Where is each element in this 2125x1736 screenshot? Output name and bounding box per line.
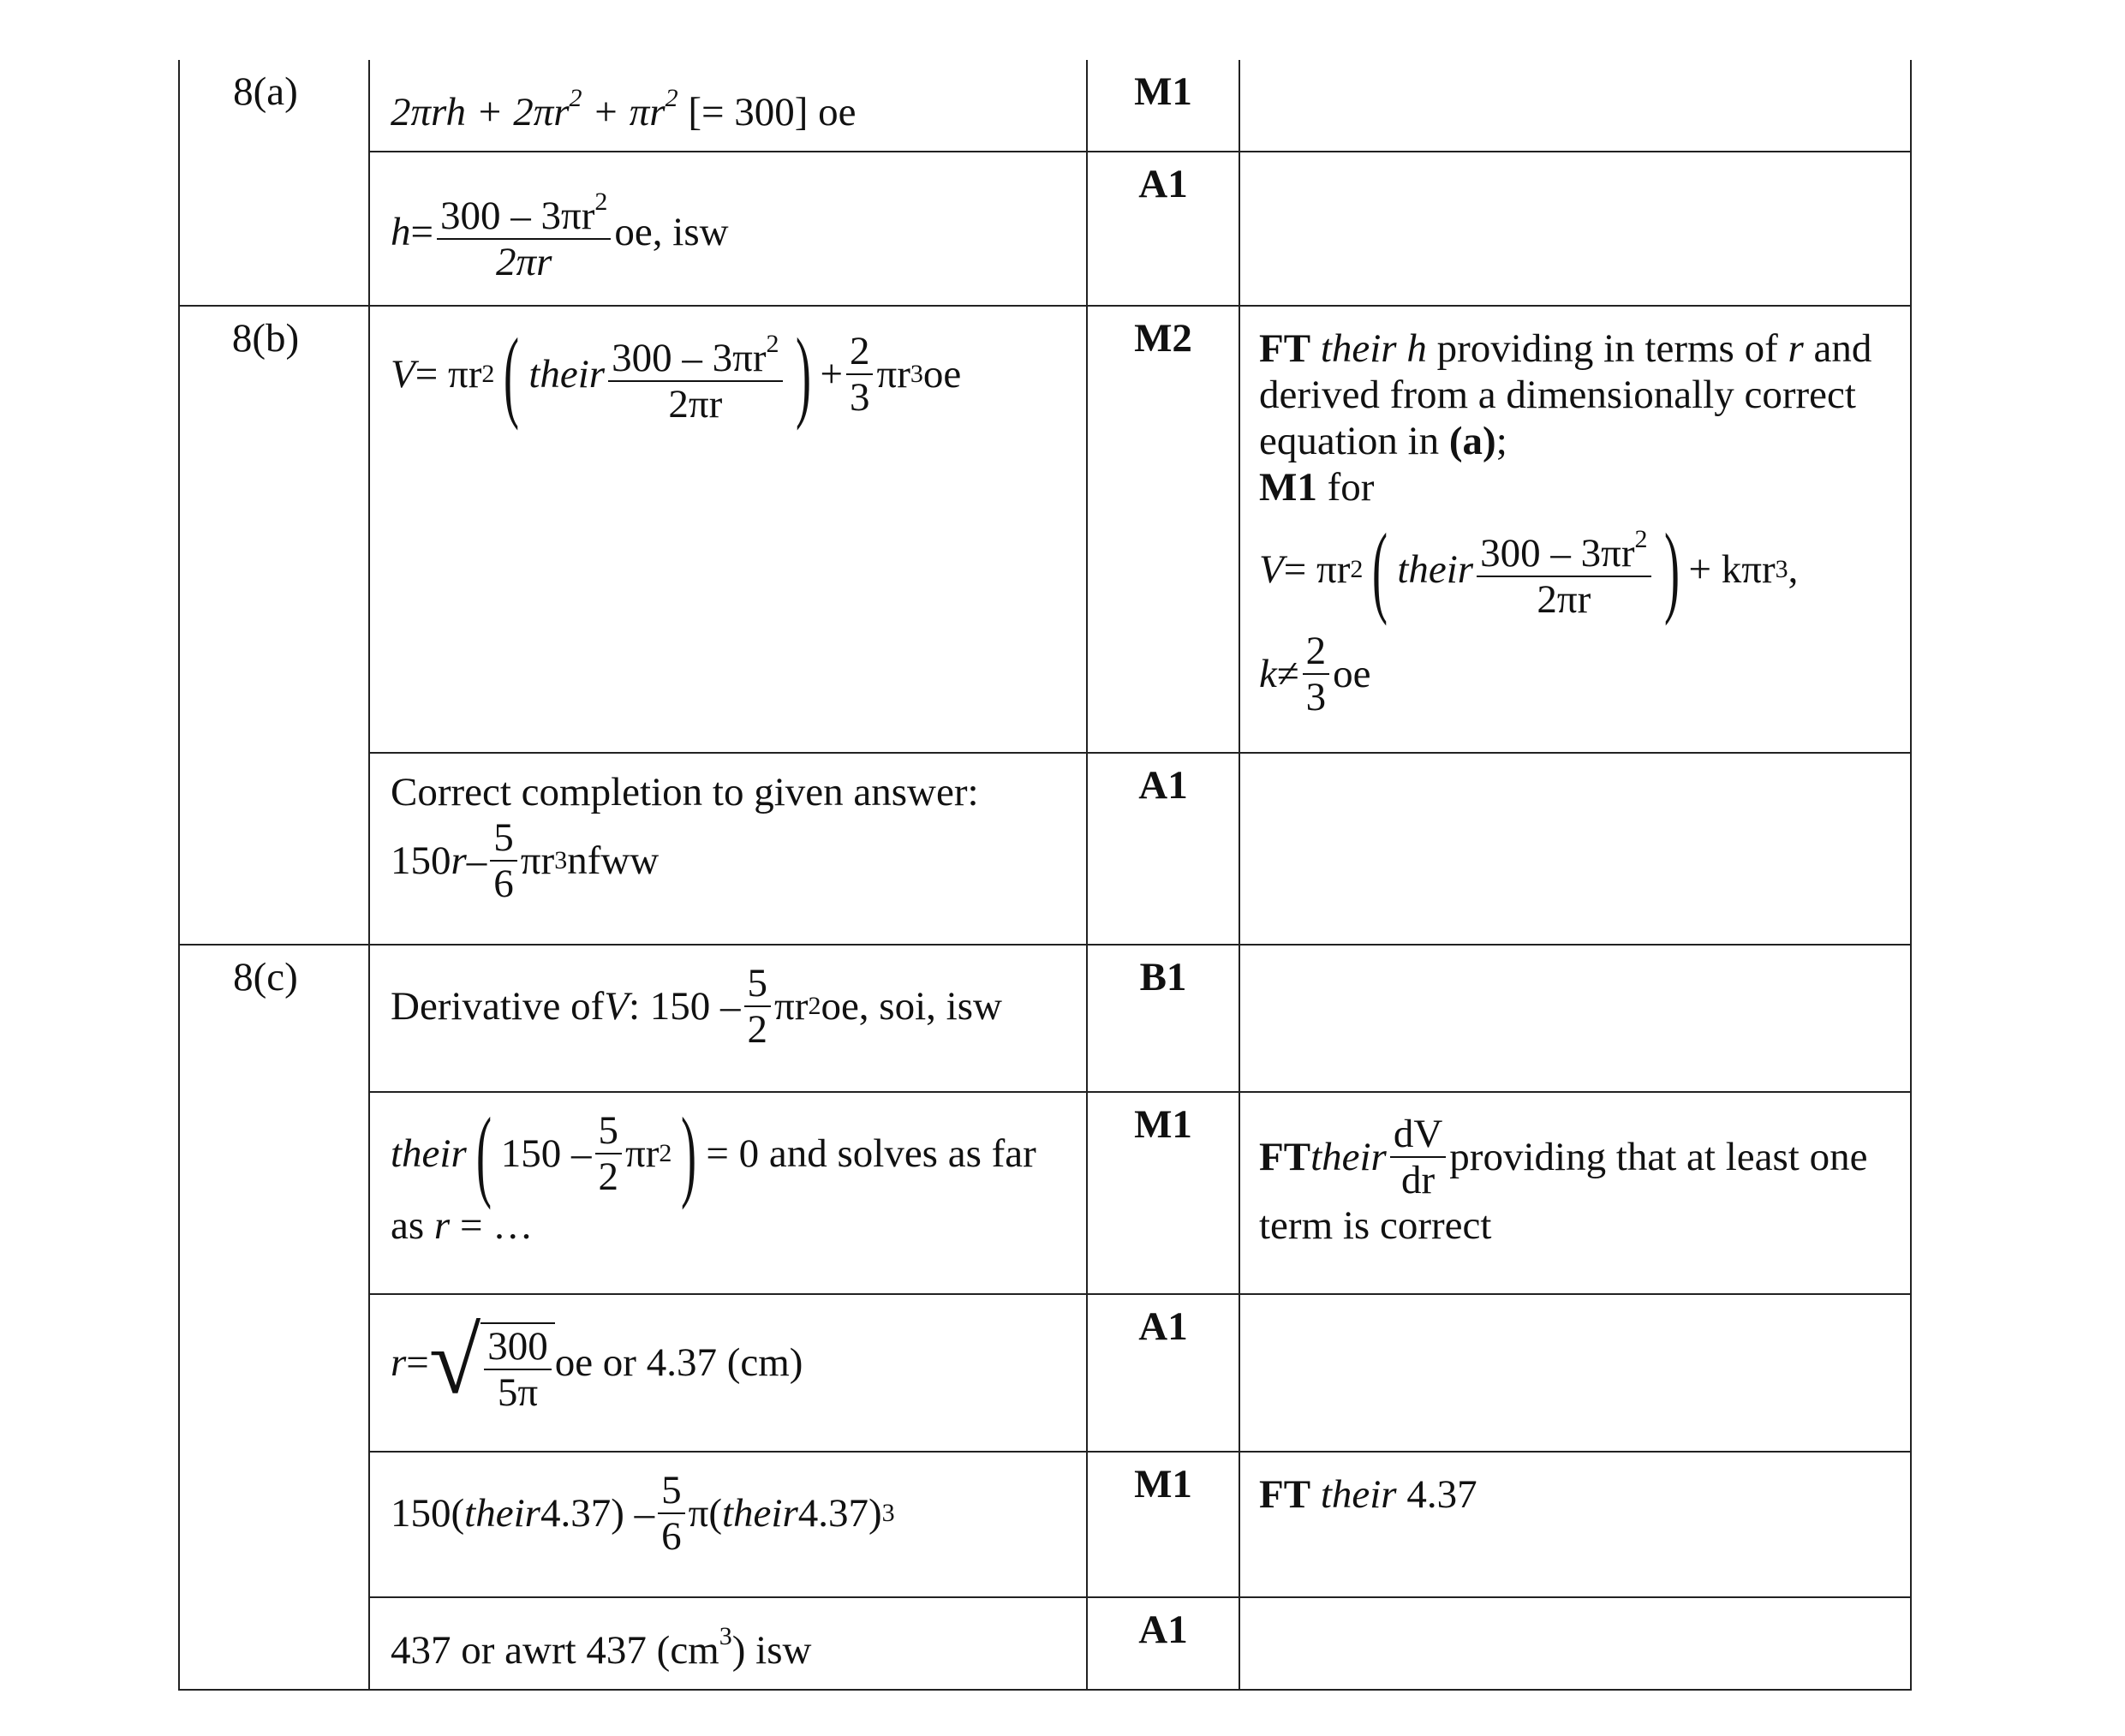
table-row: [179, 945, 1911, 1092]
answer-cell: their ( 150 – $\frac{5}{2}$ πr 2 ) = 0 and solves as far as r = …: [369, 1092, 1087, 1294]
answer-cell: Derivative of V : 150 – $\frac{5}{2}$ πr 2 oe, soi, isw: [369, 945, 1087, 1092]
mark-scheme-table: [178, 60, 1912, 1691]
guidance-cell: [1239, 753, 1911, 945]
guidance-cell: FT their $\frac{dV}{dr}$ providing that at least one term is correct: [1239, 1092, 1911, 1294]
table-row: [179, 1092, 1911, 1294]
answer-cell: Correct completion to given answer: 150 r – $\frac{5}{6}$ πr 3 nfww: [369, 753, 1087, 945]
guidance-cell: [1239, 1597, 1911, 1690]
table-row: [179, 306, 1911, 753]
question-cell: [179, 753, 369, 945]
question-cell: 8(c): [179, 945, 369, 1092]
table-row: [179, 1597, 1911, 1690]
mark-cell: M1: [1087, 1452, 1239, 1597]
mark-cell: A1: [1087, 1294, 1239, 1452]
mark-cell: M1: [1087, 1092, 1239, 1294]
guidance-cell: [1239, 945, 1911, 1092]
mark-cell: M2: [1087, 306, 1239, 753]
question-cell: [179, 1597, 369, 1690]
guidance-cell: [1239, 1294, 1911, 1452]
table-row: [179, 60, 1911, 152]
guidance-cell: FT their 4.37: [1239, 1452, 1911, 1597]
mark-cell: M1: [1087, 60, 1239, 152]
mark-cell: A1: [1087, 753, 1239, 945]
table-row: [179, 152, 1911, 306]
answer-cell: h = $\frac{300 - 3\pi r^2}{2\pi r}$ oe, isw: [369, 152, 1087, 306]
question-cell: 8(a): [179, 60, 369, 152]
mark-cell: B1: [1087, 945, 1239, 1092]
question-cell: 8(b): [179, 306, 369, 753]
question-cell: [179, 1294, 369, 1452]
answer-cell: 437 or awrt 437 $(cm^3)$ isw: [369, 1597, 1087, 1690]
answer-cell: V = πr 2 ( their $\frac{300 - 3\pi r^2}{2\pi r}$ ) + $\frac{2}{3}$ πr 3 oe: [369, 306, 1087, 753]
answer-cell: $2\pi rh + 2\pi r^2 + \pi r^2$ [= 300] oe: [369, 60, 1087, 152]
mark-cell: A1: [1087, 1597, 1239, 1690]
table-row: [179, 1294, 1911, 1452]
answer-cell: 150( their 4.37) – $\frac{5}{6}$ π( their 4.37) 3: [369, 1452, 1087, 1597]
question-cell: [179, 1092, 369, 1294]
table-row: [179, 753, 1911, 945]
table-row: [179, 1452, 1911, 1597]
mark-cell: A1: [1087, 152, 1239, 306]
guidance-cell: FT their h providing in terms of r and derived from a dimensionally correct equation in (a); M1 for V = πr 2 ( their $\frac{300 - 3\pi r^2}{2\pi r}$ ) + kπr 3 , k ≠ $\frac{2}{3}$ oe: [1239, 306, 1911, 753]
answer-cell: r = √ $\frac{300}{5\pi}$ oe or 4.37 (cm): [369, 1294, 1087, 1452]
question-cell: [179, 152, 369, 306]
guidance-cell: [1239, 152, 1911, 306]
guidance-cell: [1239, 60, 1911, 152]
question-cell: [179, 1452, 369, 1597]
